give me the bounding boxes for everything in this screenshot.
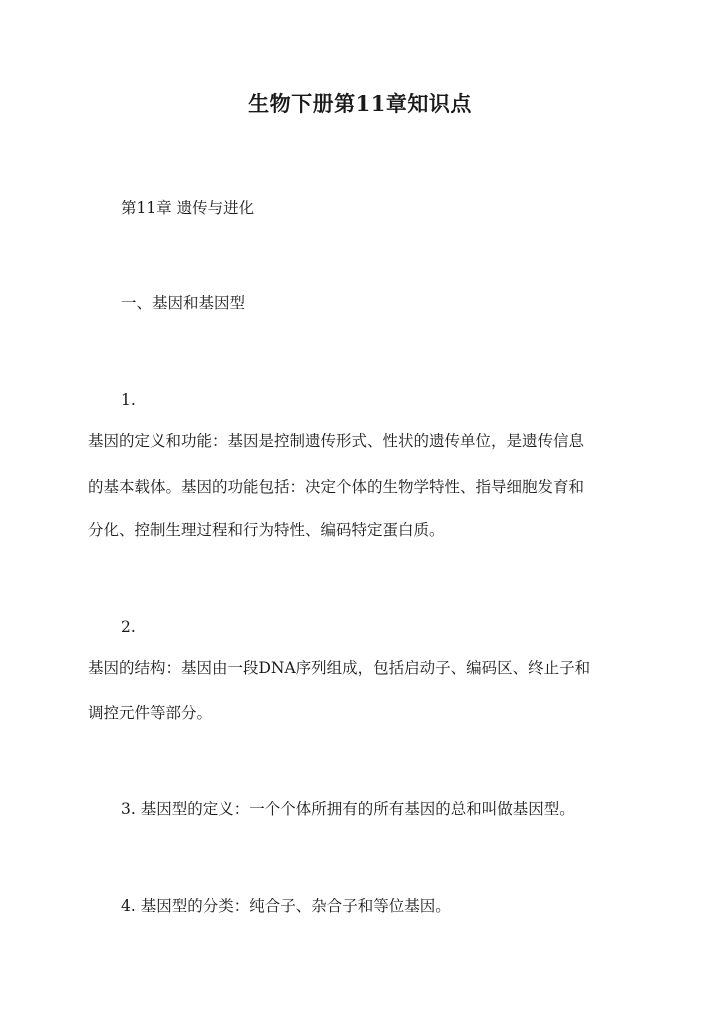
item-1-number: 1. bbox=[121, 391, 136, 409]
item-3-text: 3. 基因型的定义：一个个体所拥有的所有基因的总和叫做基因型。 bbox=[121, 800, 575, 818]
item-1-line-3: 分化、控制生理过程和行为特性、编码特定蛋白质。 bbox=[88, 521, 445, 539]
item-2-number: 2. bbox=[121, 618, 136, 636]
item-2-line-2: 调控元件等部分。 bbox=[88, 704, 213, 722]
item-2-line-1: 基因的结构：基因由一段DNA序列组成，包括启动子、编码区、终止子和 bbox=[88, 659, 591, 677]
document-title: 生物下册第11章知识点 bbox=[248, 91, 472, 116]
section-heading: 一、基因和基因型 bbox=[121, 294, 246, 312]
item-1-line-1: 基因的定义和功能：基因是控制遗传形式、性状的遗传单位，是遗传信息 bbox=[88, 432, 585, 450]
item-1-line-2: 的基本载体。基因的功能包括：决定个体的生物学特性、指导细胞发育和 bbox=[88, 478, 585, 496]
item-4-text: 4. 基因型的分类：纯合子、杂合子和等位基因。 bbox=[121, 897, 451, 915]
chapter-heading: 第11章 遗传与进化 bbox=[121, 199, 255, 217]
